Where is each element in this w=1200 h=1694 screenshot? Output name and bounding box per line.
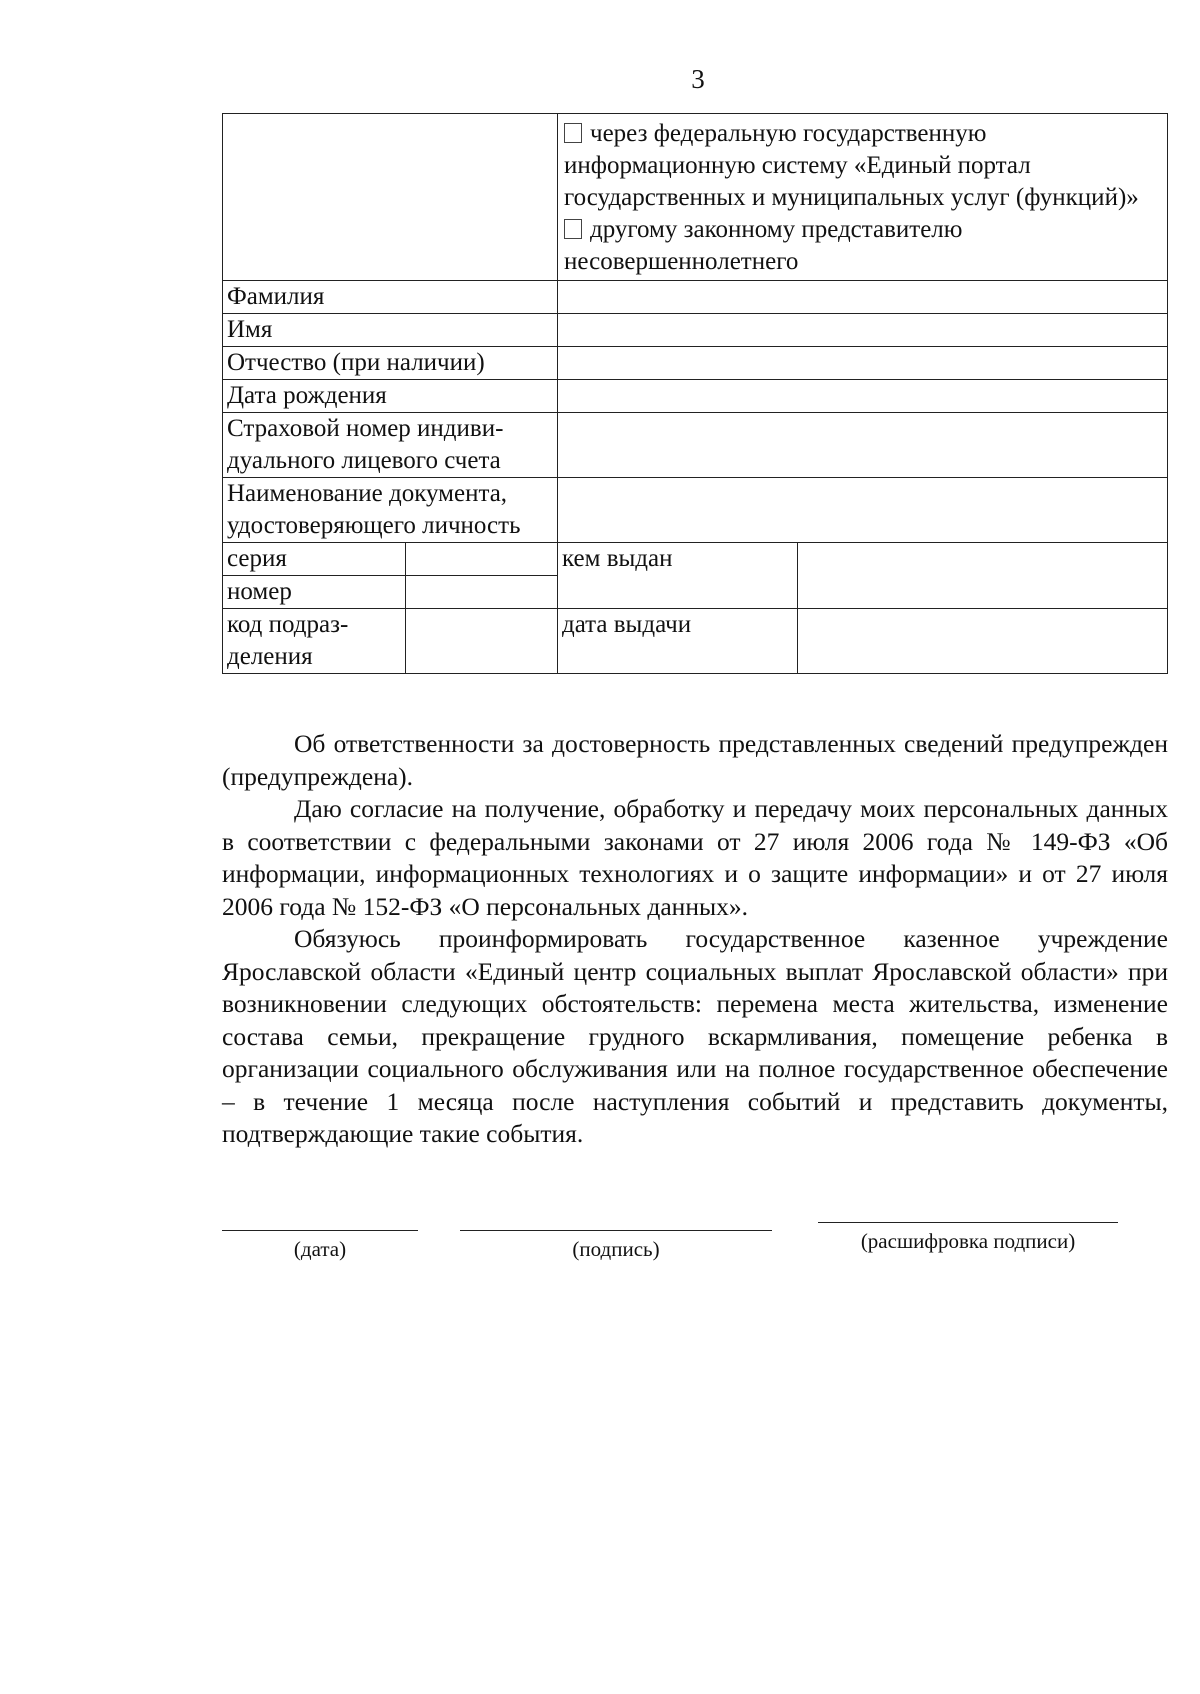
label-identity-document: Наименование документа, удостоверяющего личность [223,478,558,543]
label-snils: Страховой номер индиви- дуального лицевого счета [223,413,558,478]
value-division-code[interactable] [406,609,558,674]
value-series[interactable] [406,543,558,576]
table-row [223,609,1168,674]
responsibility-paragraph: Об ответственности за достоверность представленных сведений предупрежден (предупреждена). [222,729,1168,791]
table-row [223,314,1168,347]
value-snils[interactable] [558,413,1168,478]
value-birth-date[interactable] [558,380,1168,413]
decoding-caption: (расшифровка подписи) [860,1229,1076,1253]
table-row [223,380,1168,413]
consent-paragraph: Даю согласие на получение, обработку и передачу моих персональных данных в соответствии с федеральными законами от 27 июля 2006 года № 149-ФЗ «Об информации, информационных технологиях и о защите информации» и от 27 июля 2006 года № 152-ФЗ «О персональных данных». [222,794,1168,921]
empty-cell [223,114,558,281]
signature-decoding-block [818,1222,1118,1254]
delivery-options-cell [558,114,1168,281]
table-row [223,413,1168,478]
label-number: номер [223,576,406,609]
date-caption: (дата) [293,1237,347,1261]
label-division-code: код подраз- деления [223,609,406,674]
label-patronymic: Отчество (при наличии) [223,347,558,380]
option-epgu[interactable]: через федеральную государственную информационную систему «Единый портал государственных и муниципальных услуг (функций)» [564,120,1139,211]
value-identity-document[interactable] [558,478,1168,543]
label-series: серия [223,543,406,576]
decoding-line[interactable] [818,1222,1118,1223]
table-row [223,543,1168,576]
table-row [223,478,1168,543]
value-patronymic[interactable] [558,347,1168,380]
label-name: Имя [223,314,558,347]
signature-line[interactable] [460,1230,772,1231]
page-number: 3 [691,64,705,94]
label-birth-date: Дата рождения [223,380,558,413]
date-line[interactable] [222,1230,418,1231]
table-row [223,281,1168,314]
table-row [223,347,1168,380]
obligation-paragraph: Обязуюсь проинформировать государственное казенное учреждение Ярославской области «Единый центр социальных выплат Ярославской области» при возникновении следующих обстоятельств: перемена места жительства, изменение состава семьи, прекращение грудного вскармливания, помещение ребенка в организации социального обслуживания или на полное государственное обеспечение – в течение 1 месяца после наступления событий и представить документы, подтверждающие такие события. [222,924,1168,1148]
checkbox-icon[interactable] [564,219,582,239]
option-legal-representative[interactable]: другому законному представителю несовершеннолетнего [564,216,963,275]
declaration-text [222,728,1168,1151]
signature-caption: (подпись) [572,1237,660,1261]
checkbox-icon[interactable] [564,123,582,143]
value-name[interactable] [558,314,1168,347]
value-number[interactable] [406,576,558,609]
value-surname[interactable] [558,281,1168,314]
value-issued-by[interactable] [798,543,1168,609]
applicant-form-table [222,113,1168,674]
date-signature-block [222,1230,418,1262]
label-surname: Фамилия [223,281,558,314]
label-issue-date: дата выдачи [558,609,798,674]
delivery-options-row [223,114,1168,281]
value-issue-date[interactable] [798,609,1168,674]
label-issued-by: кем выдан [558,543,798,609]
signature-block [460,1230,772,1262]
